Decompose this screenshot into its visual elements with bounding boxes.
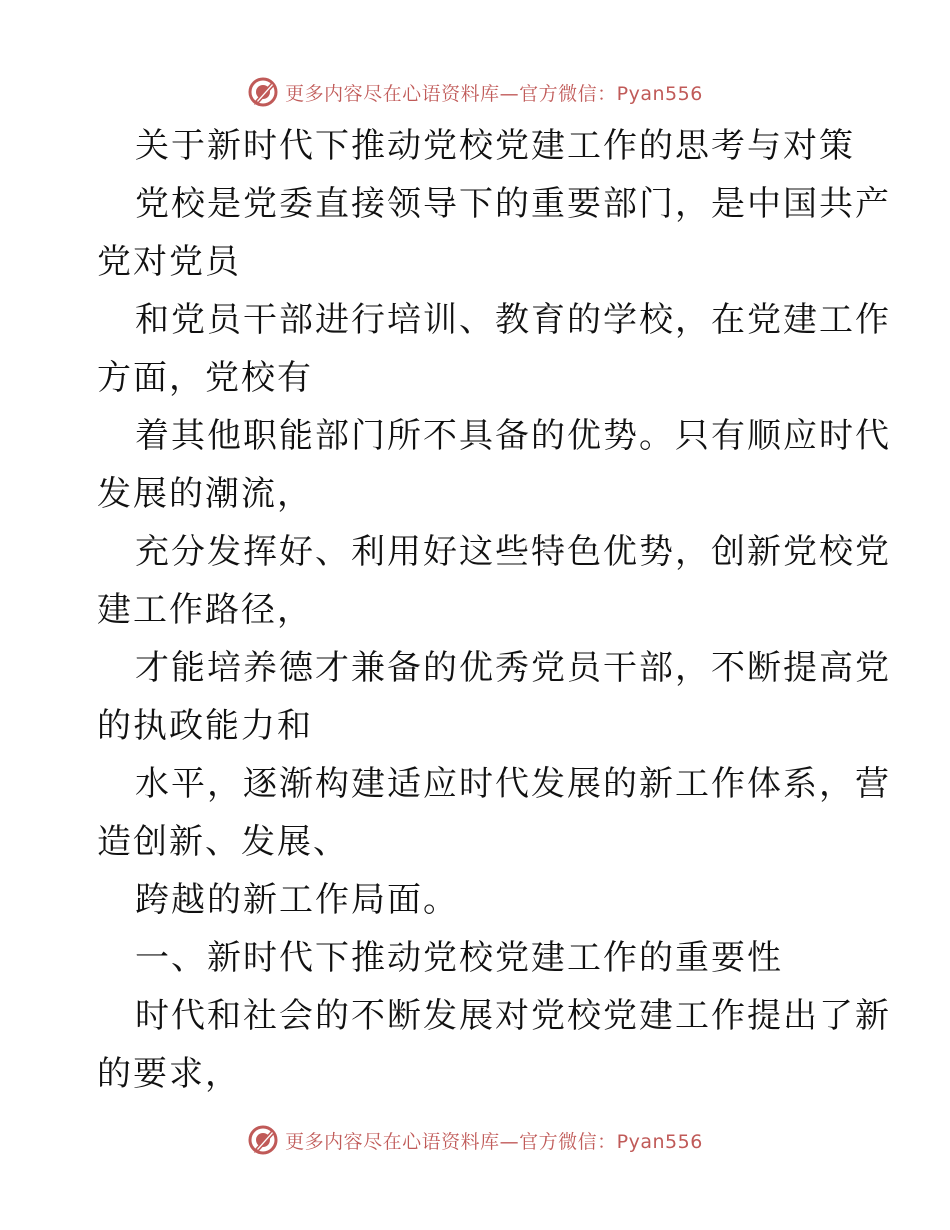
paragraph-line: 一、新时代下推动党校党建工作的重要性 — [135, 938, 783, 978]
paragraph-line: 充分发挥好、利用好这些特色优势，创新党校党 — [135, 532, 891, 572]
pen-seal-logo-icon — [247, 1124, 279, 1156]
pen-seal-logo-icon — [247, 76, 279, 108]
paragraph-line: 着其他职能部门所不具备的优势。只有顺应时代 — [135, 416, 891, 456]
header-banner-content — [247, 76, 703, 108]
paragraph-line: 党校是党委直接领导下的重要部门，是中国共产 — [135, 184, 891, 224]
paragraph-line: 方面，党校有 — [97, 358, 313, 398]
paragraph-line: 才能培养德才兼备的优秀党员干部，不断提高党 — [135, 648, 891, 688]
paragraph-line: 建工作路径， — [97, 590, 313, 630]
paragraph-line: 关于新时代下推动党校党建工作的思考与对策 — [135, 126, 855, 166]
paragraph-line: 发展的潮流， — [97, 474, 313, 514]
footer-banner — [0, 1120, 950, 1160]
paragraph-line: 的要求， — [97, 1054, 241, 1094]
paragraph-line: 造创新、发展、 — [97, 822, 349, 862]
paragraph-line: 和党员干部进行培训、教育的学校，在党建工作 — [135, 300, 891, 340]
document-body — [97, 117, 891, 1103]
paragraph-line: 的执政能力和 — [97, 706, 313, 746]
footer-banner-content — [247, 1124, 703, 1156]
paragraph-line: 时代和社会的不断发展对党校党建工作提出了新 — [135, 996, 891, 1036]
paragraph-line: 跨越的新工作局面。 — [135, 880, 459, 920]
paragraph-line: 党对党员 — [97, 242, 241, 282]
header-banner — [0, 72, 950, 112]
header-banner-text: 更多内容尽在心语资料库—官方微信：Pyan556 — [285, 82, 703, 105]
paragraph-line: 水平，逐渐构建适应时代发展的新工作体系，营 — [135, 764, 891, 804]
footer-banner-text: 更多内容尽在心语资料库—官方微信：Pyan556 — [285, 1130, 703, 1153]
